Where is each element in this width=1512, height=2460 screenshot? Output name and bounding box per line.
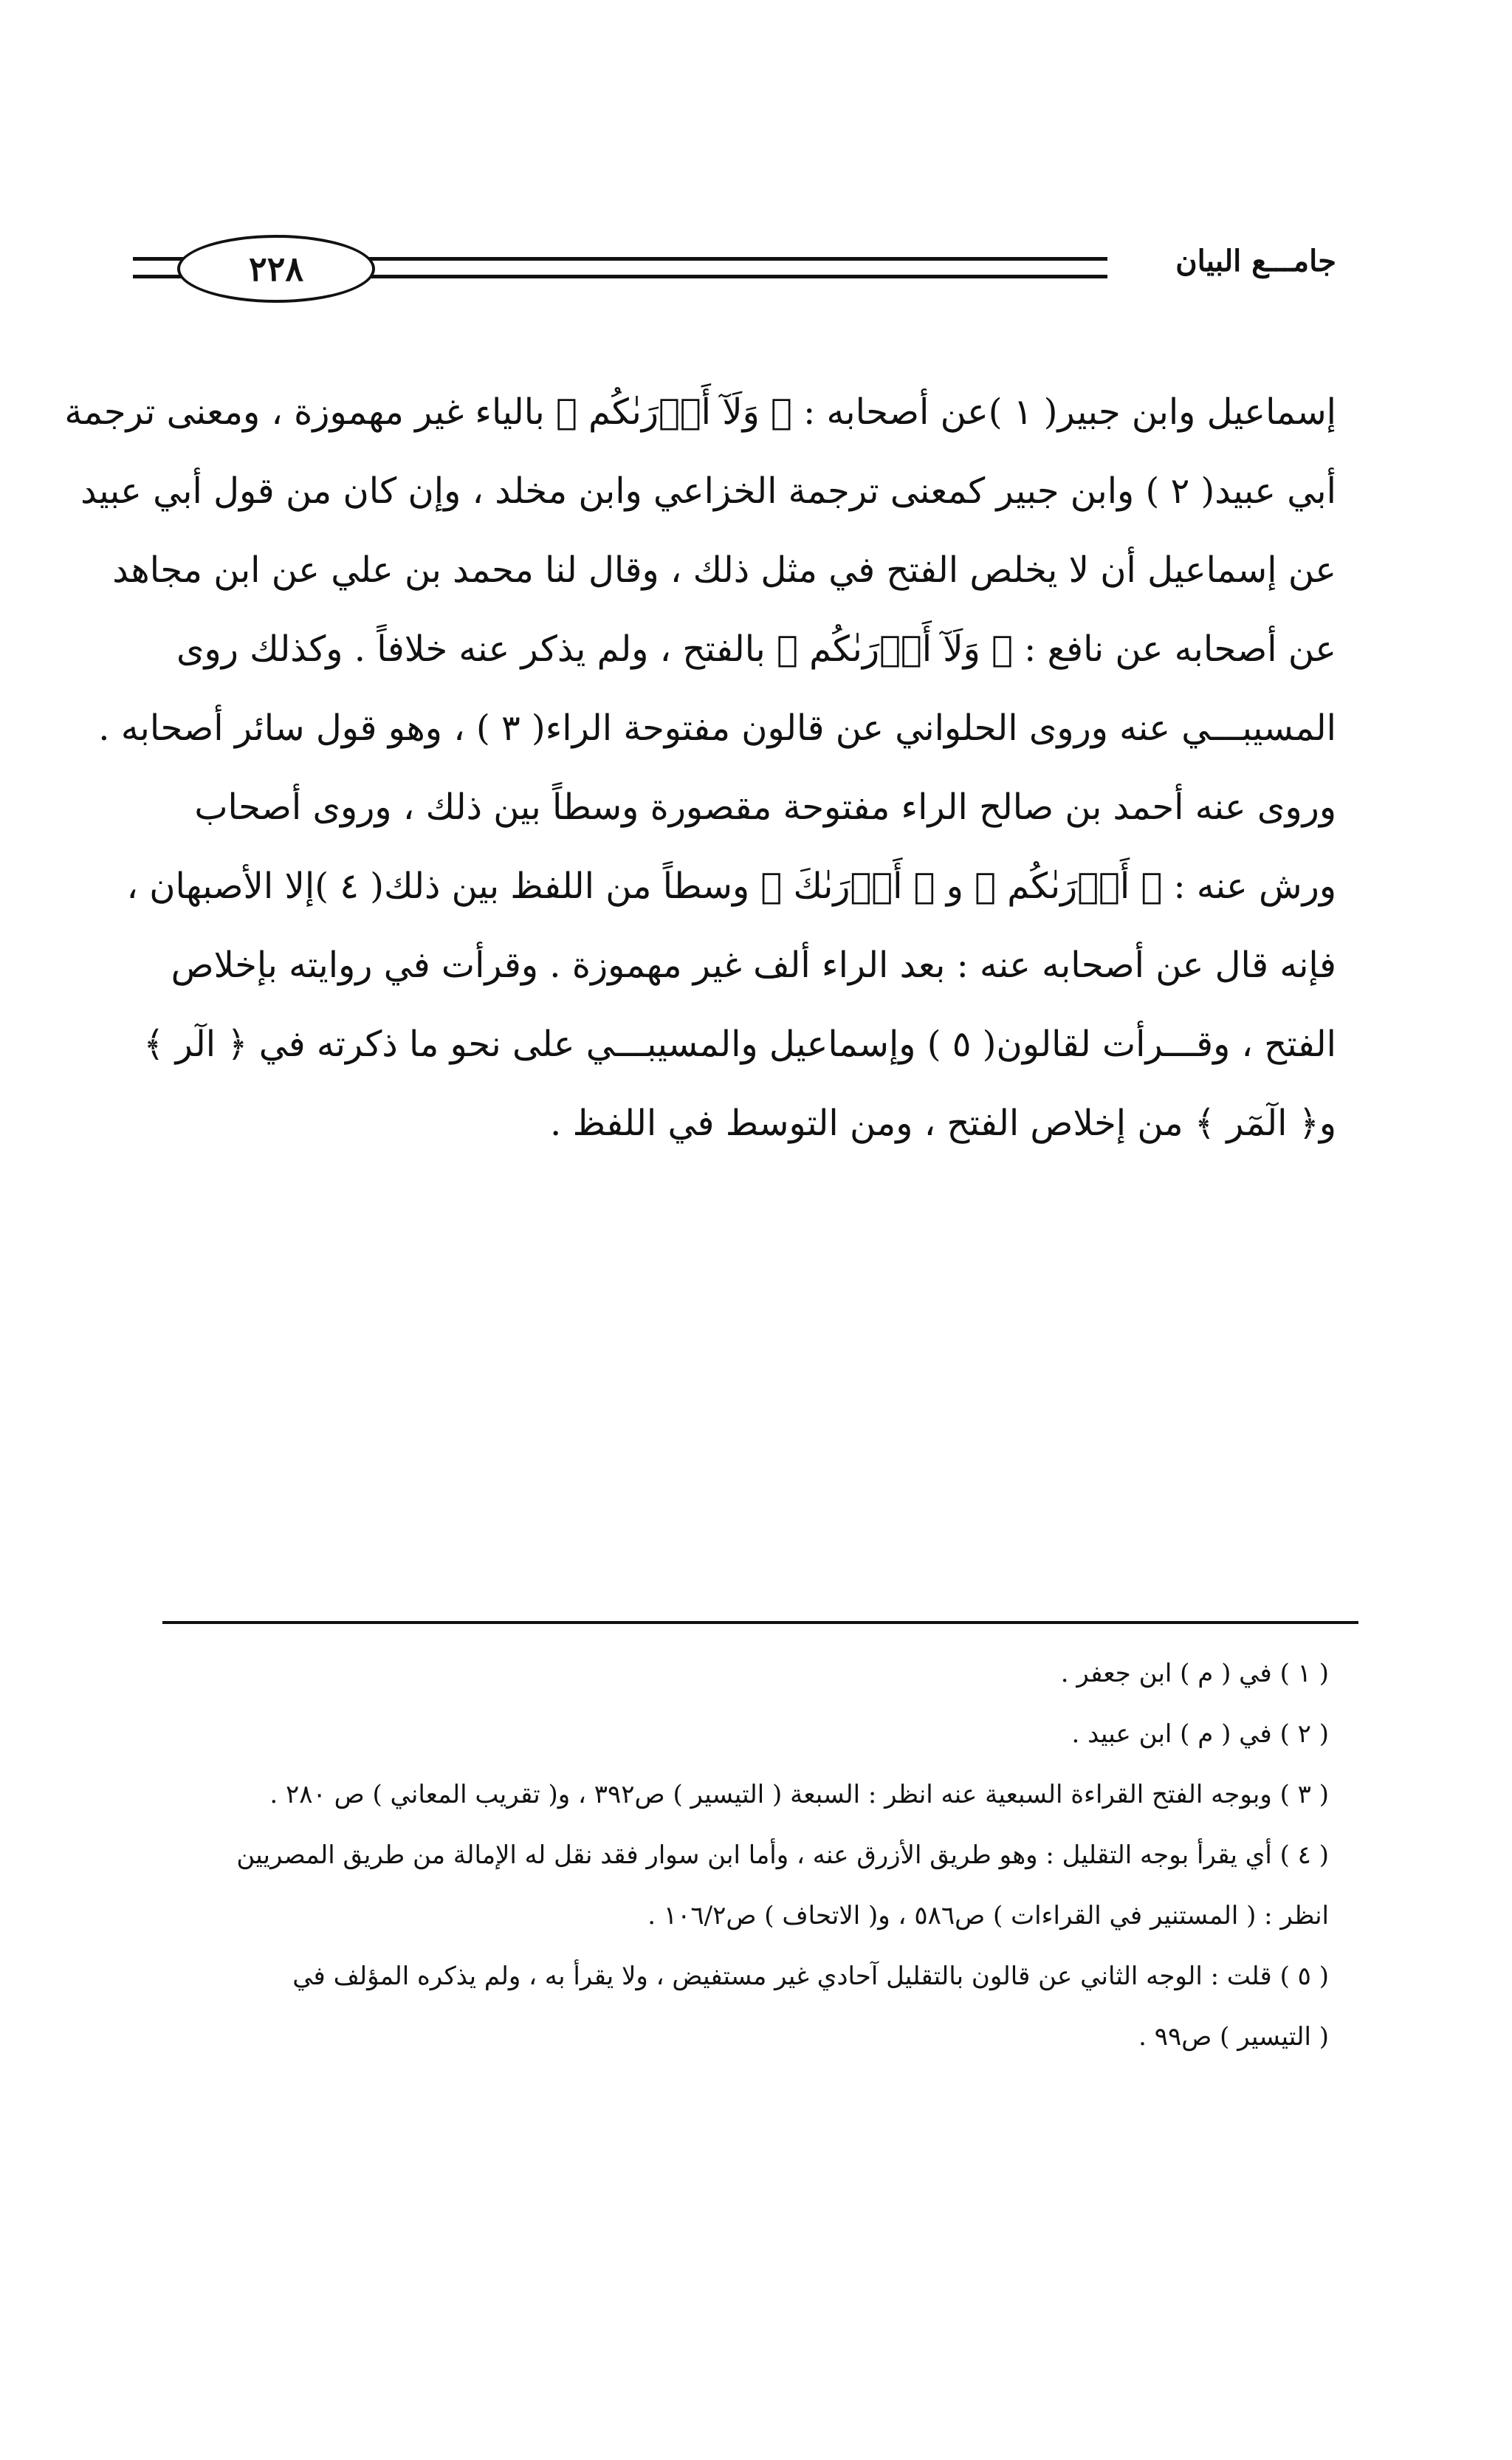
footnote: ( ٢ ) في ( م ) ابن عبيد . <box>1071 1719 1329 1749</box>
text-line: أبي عبيد( ٢ ) وابن جبير كمعنى ترجمة الخزاعي وابن مخلد ، وإن كان من قول أبي عبيد <box>80 470 1336 512</box>
footnote: ( ٤ ) أي يقرأ بوجه التقليل : وهو طريق الأزرق عنه ، وأما ابن سوار فقد نقل له الإمالة من طريق المصريين <box>236 1840 1329 1870</box>
text-line: المسيبـــي عنه وروى الحلواني عن قالون مفتوحة الراء( ٣ ) ، وهو قول سائر أصحابه . <box>98 707 1336 749</box>
text-line: ورش عنه : ﴿ أَدۡرَىٰكُم ﴾ و ﴿ أَدۡرَىٰكَ ﴾ وسطاً من اللفظ بين ذلك( ٤ )إلا الأصبهان ، <box>126 866 1336 907</box>
text-line: و﴿ الٓمٓر ﴾ من إخلاص الفتح ، ومن التوسط في اللفظ . <box>550 1103 1336 1144</box>
footnote: ( ٣ ) وبوجه الفتح القراءة السبعية عنه انظر : السبعة ( التيسير ) ص٣٩٢ ، و( تقريب المعاني ) ص ٢٨٠ . <box>269 1780 1329 1809</box>
page-number: ٢٢٨ <box>177 235 375 303</box>
footnotes <box>177 1643 1329 2067</box>
text-line: فإنه قال عن أصحابه عنه : بعد الراء ألف غير مهموزة . وقرأت في روايته بإخلاص <box>171 945 1336 986</box>
footnote-separator <box>162 1621 1358 1624</box>
running-title: جامـــع البيان <box>1175 244 1336 278</box>
footnote: ( ١ ) في ( م ) ابن جعفر . <box>1060 1659 1329 1688</box>
footnote-continuation: ( التيسير ) ص٩٩ . <box>1138 2022 1329 2052</box>
text-line: إسماعيل وابن جبير( ١ )عن أصحابه : ﴿ وَلَآ أَدۡرَىٰكُم ﴾ بالياء غير مهموزة ، ومعنى ترجمة <box>64 391 1336 433</box>
text-line: عن إسماعيل أن لا يخلص الفتح في مثل ذلك ، وقال لنا محمد بن علي عن ابن مجاهد <box>112 549 1336 591</box>
page-header <box>133 229 1344 310</box>
text-line: وروى عنه أحمد بن صالح الراء مفتوحة مقصورة وسطاً بين ذلك ، وروى أصحاب <box>194 787 1336 828</box>
text-line: عن أصحابه عن نافع : ﴿ وَلَآ أَدۡرَىٰكُم ﴾ بالفتح ، ولم يذكر عنه خلافاً . وكذلك روى <box>176 628 1336 670</box>
footnote-continuation: انظر : ( المستنير في القراءات ) ص٥٨٦ ، و( الاتحاف ) ص١٠٦/٢ . <box>647 1901 1329 1930</box>
main-text <box>64 373 1336 1163</box>
text-line: الفتح ، وقـــرأت لقالون( ٥ ) وإسماعيل والمسيبـــي على نحو ما ذكرته في ﴿ الٓر ﴾ <box>143 1024 1336 1065</box>
footnote: ( ٥ ) قلت : الوجه الثاني عن قالون بالتقليل آحادي غير مستفيض ، ولا يقرأ به ، ولم يذكره المؤلف في <box>292 1962 1329 1991</box>
